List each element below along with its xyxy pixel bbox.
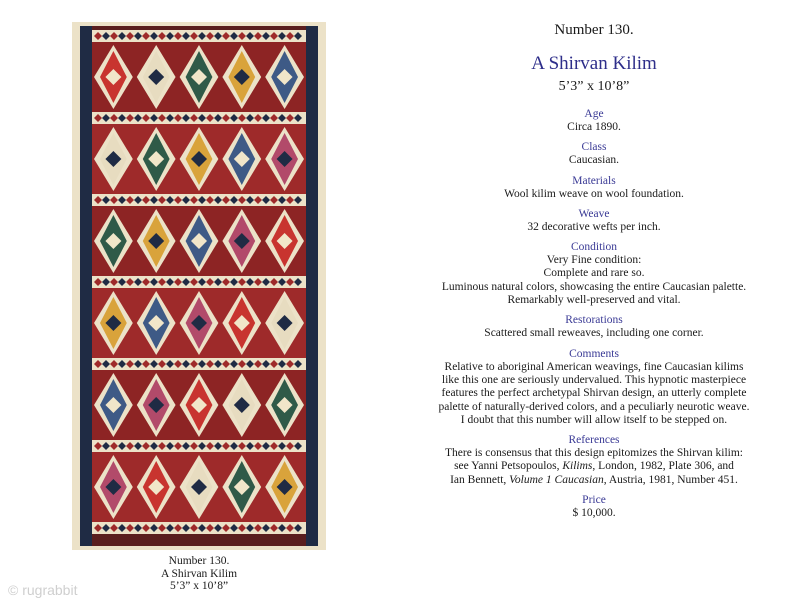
section-materials bbox=[420, 175, 768, 201]
references-text bbox=[420, 447, 768, 487]
references-text-part: Ian Bennett, bbox=[450, 473, 510, 486]
caption-number: Number 130. bbox=[168, 555, 230, 567]
class-label: Class bbox=[581, 141, 607, 154]
condition-line: Very Fine condition: bbox=[546, 254, 642, 267]
condition-text bbox=[420, 254, 768, 307]
references-line bbox=[420, 460, 768, 473]
lot-number: Number 130. bbox=[554, 22, 634, 38]
section-price bbox=[420, 494, 768, 520]
price-value: $ 10,000. bbox=[572, 507, 616, 520]
references-text-part: , Austria, 1981, Number 451. bbox=[603, 473, 738, 486]
restorations-value: Scattered small reweaves, including one corner. bbox=[484, 327, 704, 340]
description-panel bbox=[420, 18, 768, 520]
references-text-part: , London, 1982, Plate 306, and bbox=[592, 460, 734, 473]
rug-side-border bbox=[306, 26, 318, 546]
rug-side-border bbox=[80, 26, 92, 546]
comments-line: Relative to aboriginal American weavings, fine Caucasian kilims bbox=[444, 360, 744, 373]
price-label: Price bbox=[582, 494, 606, 507]
comments-line: I doubt that this number will allow itself to be stepped on. bbox=[460, 413, 728, 426]
section-restorations bbox=[420, 314, 768, 340]
comments-text bbox=[420, 361, 768, 427]
section-condition bbox=[420, 241, 768, 307]
comments-line: features the perfect archetypal Shirvan design, an utterly complete bbox=[441, 387, 747, 400]
rug-size: 5’3” x 10’8” bbox=[558, 79, 630, 94]
watermark: © rugrabbit bbox=[8, 582, 78, 598]
book-title-caucasian: Volume 1 Caucasian bbox=[509, 473, 604, 486]
age-value: Circa 1890. bbox=[567, 121, 621, 133]
condition-line: Remarkably well-preserved and vital. bbox=[507, 294, 681, 307]
restorations-label: Restorations bbox=[565, 314, 623, 327]
rug-image bbox=[72, 22, 326, 550]
references-line bbox=[420, 474, 768, 487]
condition-line: Luminous natural colors, showcasing the entire Caucasian palette. bbox=[441, 280, 747, 293]
caption-title: A Shirvan Kilim bbox=[160, 567, 238, 580]
page-title: A Shirvan Kilim bbox=[531, 53, 657, 74]
section-age bbox=[420, 108, 768, 134]
section-class bbox=[420, 141, 768, 167]
section-weave bbox=[420, 208, 768, 234]
age-label: Age bbox=[584, 108, 604, 120]
comments-label: Comments bbox=[569, 347, 619, 360]
book-title-kilims: Kilims bbox=[562, 460, 593, 473]
comments-line: like this one are seriously undervalued. This hypnotic masterpiece bbox=[441, 373, 747, 386]
weave-label: Weave bbox=[578, 207, 610, 220]
section-comments bbox=[420, 348, 768, 427]
weave-value: 32 decorative wefts per inch. bbox=[527, 220, 661, 233]
caption-size: 5’3” x 10’8” bbox=[169, 580, 229, 592]
condition-line: Complete and rare so. bbox=[543, 267, 645, 280]
materials-label: Materials bbox=[572, 174, 616, 187]
references-text-part: see Yanni Petsopoulos, bbox=[454, 460, 563, 473]
references-line: There is consensus that this design epitomizes the Shirvan kilim: bbox=[445, 447, 743, 460]
references-label: References bbox=[568, 434, 620, 447]
section-references bbox=[420, 434, 768, 487]
image-caption bbox=[72, 555, 326, 593]
comments-line: palette of naturally-derived colors, and a peculiarly neurotic weave. bbox=[438, 400, 750, 413]
condition-label: Condition bbox=[570, 241, 617, 254]
class-value: Caucasian. bbox=[568, 154, 620, 167]
materials-value: Wool kilim weave on wool foundation. bbox=[504, 187, 684, 200]
